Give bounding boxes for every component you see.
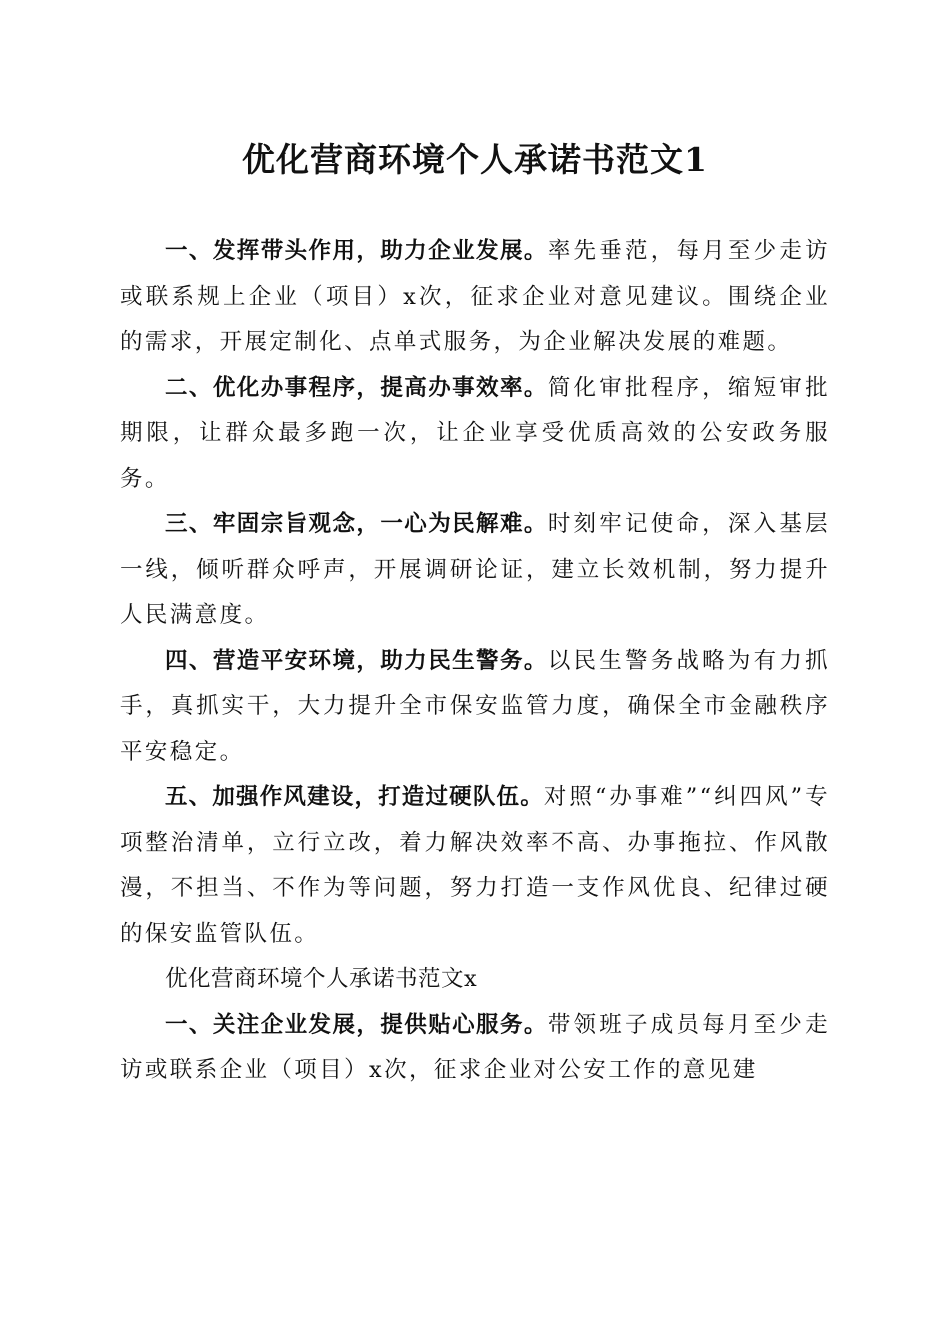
paragraph-text: 率先垂范，每月至少走访或联系规上企业（项目）x次，征求企业对意见建议。围绕企业的需求，开展定制化、点单式服务，为企业解决发展的难题。 bbox=[120, 238, 830, 355]
paragraph-text: 简化审批程序，缩短审批期限，让群众最多跑一次，让企业享受优质高效的公安政务服务。 bbox=[120, 374, 830, 492]
paragraph-1 bbox=[120, 229, 830, 366]
paragraph-text: 对照“办事难”“纠四风”专项整治清单，立行立改，着力解决效率不高、办事拖拉、作风散漫，不担当、不作为等问题，努力打造一支作风优良、纪律过硬的保安监管队伍。 bbox=[120, 784, 830, 947]
paragraph-4 bbox=[120, 639, 830, 776]
paragraph-lead: 四、营造平安环境，助力民生警务。 bbox=[165, 647, 548, 674]
paragraph-text: 以民生警务战略为有力抓手，真抓实干，大力提升全市保安监管力度，确保全市金融秩序平安稳定。 bbox=[120, 647, 830, 765]
paragraph-lead: 三、牢固宗旨观念，一心为民解难。 bbox=[165, 511, 548, 537]
paragraph-lead: 五、加强作风建设，打造过硬队伍。 bbox=[165, 784, 544, 810]
paragraph-5 bbox=[120, 775, 830, 957]
paragraph-lead: 二、优化办事程序，提高办事效率。 bbox=[165, 374, 548, 401]
second-section-heading: 优化营商环境个人承诺书范文x bbox=[165, 966, 478, 992]
paragraph-text: 时刻牢记使命，深入基层一线，倾听群众呼声，开展调研论证，建立长效机制，努力提升人民满意度。 bbox=[120, 511, 830, 628]
paragraph-text: 带领班子成员每月至少走访或联系企业（项目）x次，征求企业对公安工作的意见建 bbox=[120, 1011, 830, 1083]
paragraph-lead: 一、关注企业发展，提供贴心服务。 bbox=[165, 1011, 548, 1038]
paragraph-2 bbox=[120, 366, 830, 503]
paragraph-6 bbox=[120, 1003, 830, 1094]
document-title: 优化营商环境个人承诺书范文1 bbox=[242, 140, 708, 179]
document-body bbox=[120, 229, 830, 1094]
paragraph-3 bbox=[120, 502, 830, 639]
paragraph-lead: 一、发挥带头作用，助力企业发展。 bbox=[165, 238, 548, 264]
